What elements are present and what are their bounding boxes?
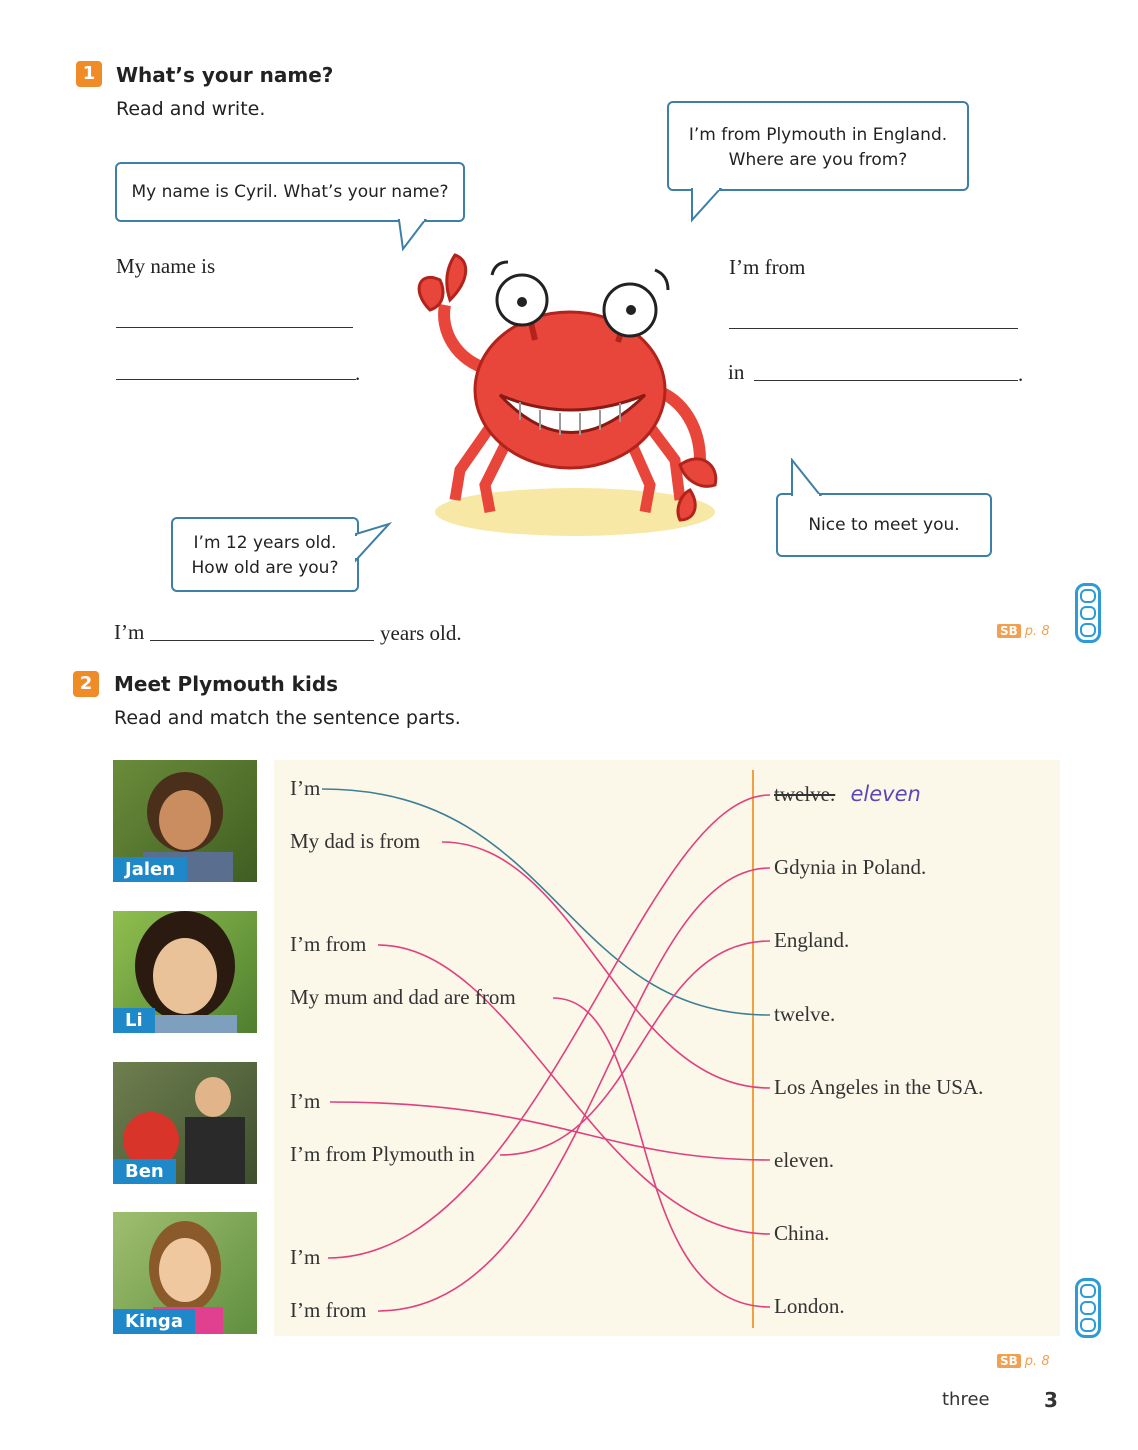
exercise-2-title: Meet Plymouth kids: [114, 672, 339, 696]
exercise-1-title: What’s your name?: [116, 63, 334, 87]
in-label: in: [728, 360, 745, 384]
tab-dot: [1080, 1301, 1096, 1315]
exercise-1-number: 1: [76, 61, 102, 87]
speech-bubble-from-line1: I’m from Plymouth in England.: [688, 125, 948, 145]
sb-page: p. 8: [1024, 624, 1050, 639]
progress-tab-2: [1075, 1278, 1101, 1338]
left-part-3[interactable]: I’m from: [290, 932, 367, 956]
right-part-7[interactable]: China.: [774, 1221, 830, 1245]
sb-badge: SB: [997, 1354, 1021, 1368]
exercise-2-number: 2: [73, 671, 99, 697]
right-part-3[interactable]: England.: [774, 928, 850, 952]
left-part-4[interactable]: My mum and dad are from: [290, 985, 516, 1009]
im-label: I’m: [114, 620, 145, 644]
kid-name-li: Li: [113, 1008, 155, 1033]
speech-bubble-nice-text: Nice to meet you.: [808, 515, 960, 535]
left-part-5[interactable]: I’m: [290, 1089, 321, 1113]
page-number: 3: [1044, 1388, 1058, 1412]
speech-bubble-name-text: My name is Cyril. What’s your name?: [131, 182, 449, 202]
speech-bubble-age-line2: How old are you?: [191, 558, 339, 578]
left-part-2[interactable]: My dad is from: [290, 829, 421, 853]
sb-reference-2: [997, 1354, 1050, 1369]
sb-page: p. 8: [1024, 1354, 1050, 1369]
kid-name-kinga: Kinga: [113, 1309, 195, 1334]
right-part-4[interactable]: twelve.: [774, 1002, 836, 1026]
name-period: .: [355, 361, 361, 385]
right-part-2[interactable]: Gdynia in Poland.: [774, 855, 927, 879]
right-part-5[interactable]: Los Angeles in the USA.: [774, 1075, 984, 1099]
page-word: three: [942, 1389, 990, 1410]
match-line: [328, 795, 770, 1258]
exercise-2-instruction: Read and match the sentence parts.: [114, 707, 461, 729]
my-name-is-label: My name is: [116, 254, 216, 278]
exercise-1-instruction: Read and write.: [116, 98, 266, 120]
right-part-6[interactable]: eleven.: [774, 1148, 835, 1172]
left-part-6[interactable]: I’m from Plymouth in: [290, 1142, 475, 1166]
kid-name-jalen: Jalen: [113, 857, 187, 882]
tab-dot: [1080, 1284, 1096, 1298]
right-part-1[interactable]: [774, 782, 921, 807]
left-part-1[interactable]: I’m: [290, 776, 321, 800]
match-line: [553, 998, 770, 1307]
sb-badge: SB: [997, 624, 1021, 638]
tab-dot: [1080, 1318, 1096, 1332]
years-old-label: years old.: [380, 621, 462, 645]
crossed-out-word: twelve.: [774, 782, 836, 806]
left-part-7[interactable]: I’m: [290, 1245, 321, 1269]
left-part-8[interactable]: I’m from: [290, 1298, 367, 1322]
kid-name-ben: Ben: [113, 1159, 176, 1184]
right-part-8[interactable]: London.: [774, 1294, 845, 1318]
match-line: [378, 868, 770, 1311]
im-from-label: I’m from: [729, 255, 806, 279]
in-period: .: [1018, 362, 1024, 386]
speech-bubble-from-line2: Where are you from?: [728, 150, 908, 170]
match-line: [442, 842, 770, 1088]
speech-bubble-age-line1: I’m 12 years old.: [193, 533, 337, 553]
handwritten-correction: eleven: [850, 782, 921, 806]
